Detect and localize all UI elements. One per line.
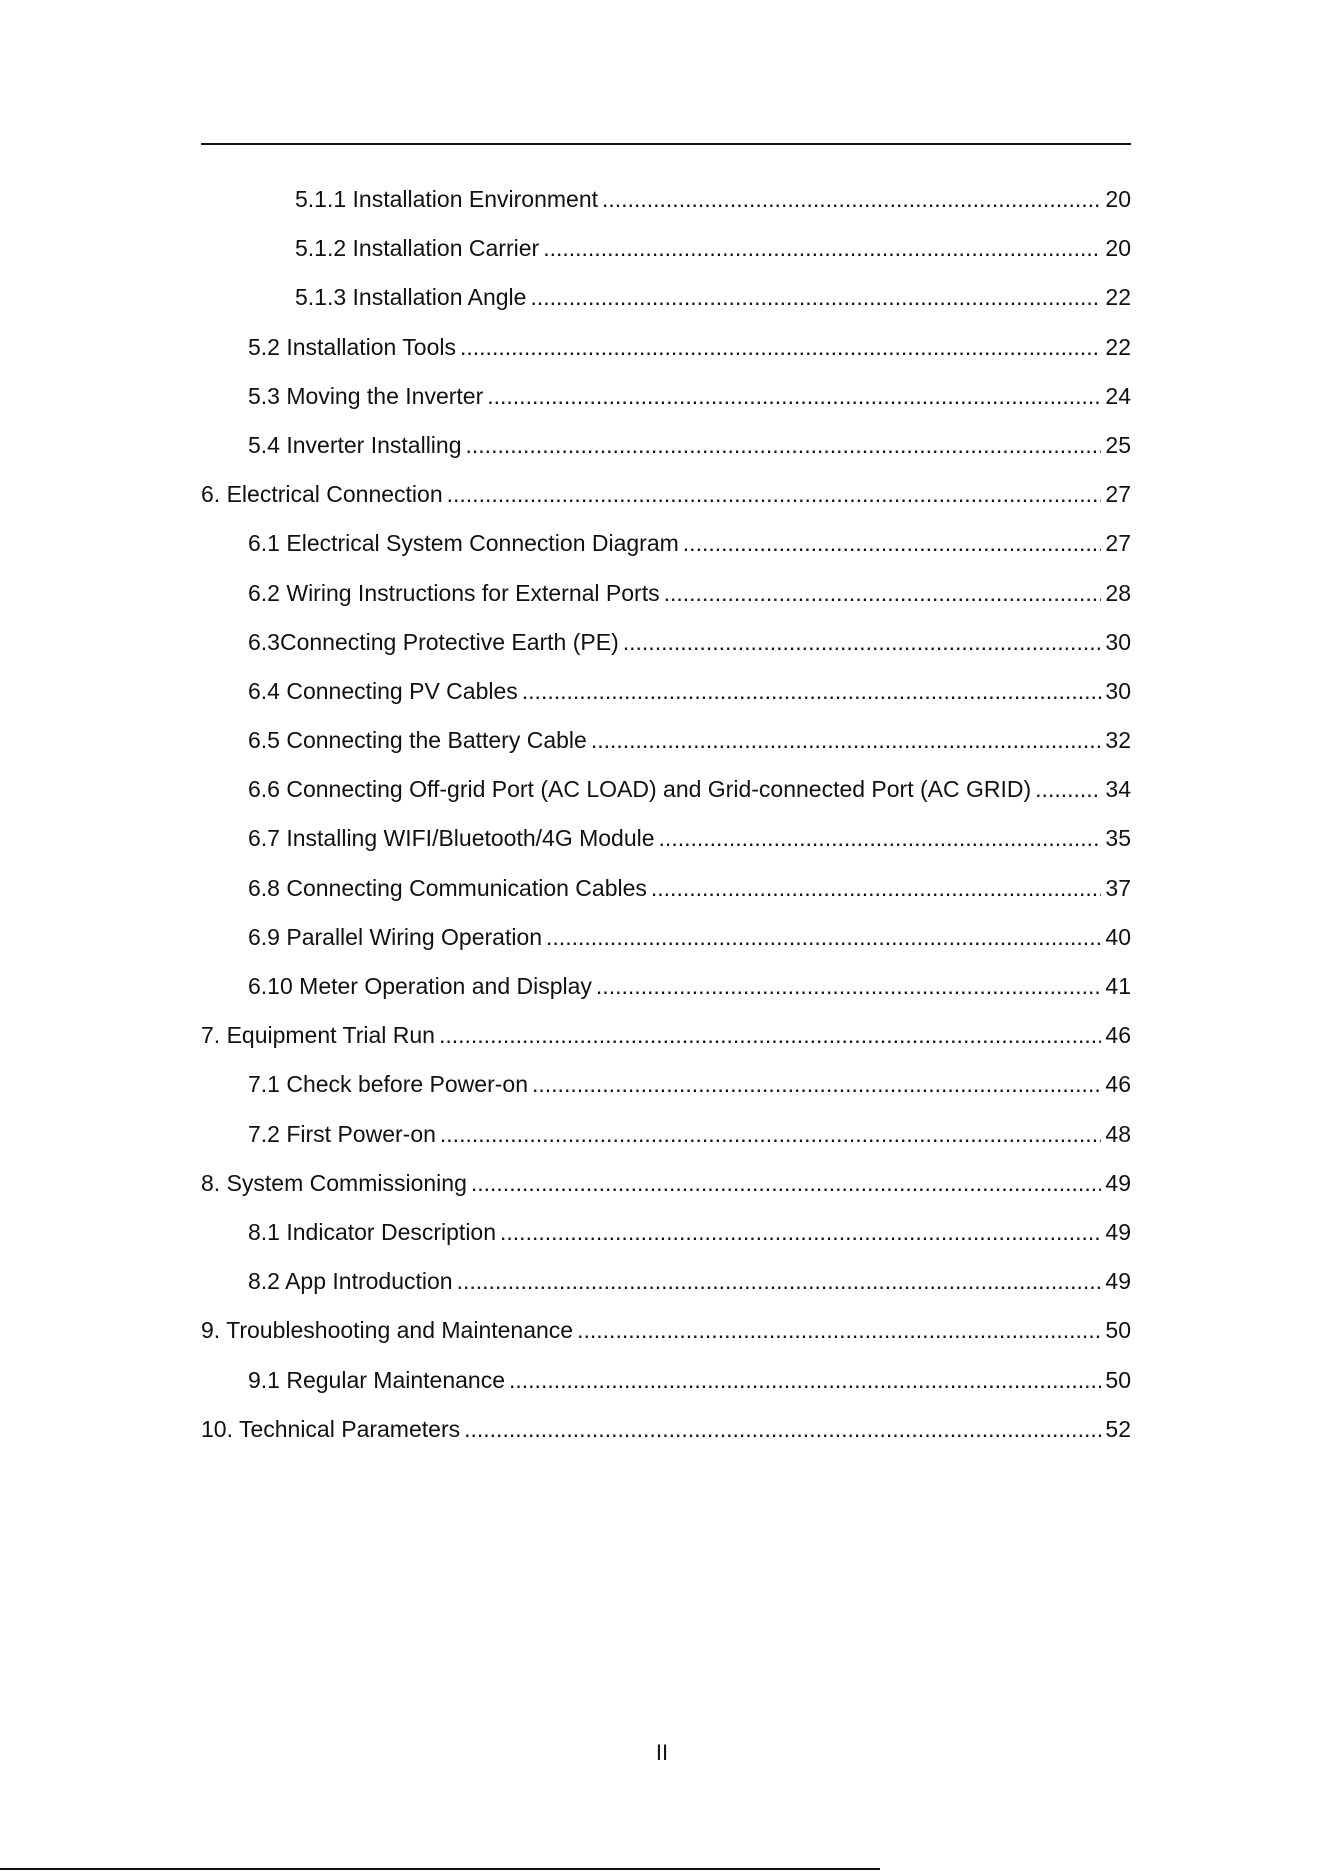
toc-entry-page: 24 — [1105, 382, 1131, 409]
toc-entry-title: 8.1 Indicator Description — [248, 1218, 497, 1245]
toc-dot-leader — [596, 962, 1101, 1011]
toc-dot-leader — [546, 913, 1101, 962]
toc-entry-page: 49 — [1105, 1169, 1131, 1196]
toc-entry[interactable] — [201, 224, 1131, 273]
toc-entry-title: 7.2 First Power-on — [248, 1120, 436, 1147]
toc-entry[interactable] — [201, 1306, 1131, 1355]
toc-entry-title: 7. Equipment Trial Run — [201, 1022, 435, 1049]
toc-entry-page: 30 — [1105, 628, 1131, 655]
toc-entry-page: 34 — [1105, 776, 1131, 803]
toc-entry-page: 49 — [1105, 1218, 1131, 1245]
toc-entry-page: 41 — [1105, 973, 1131, 999]
toc-entry[interactable] — [201, 1405, 1131, 1454]
toc-entry-page: 27 — [1105, 530, 1131, 557]
page-number: II — [655, 1740, 669, 1765]
toc-dot-leader — [460, 323, 1101, 372]
toc-dot-leader — [522, 667, 1102, 716]
toc-dot-leader — [532, 1060, 1101, 1109]
toc-entry-title: 9. Troubleshooting and Maintenance — [201, 1317, 574, 1344]
toc-dot-leader — [623, 618, 1102, 667]
toc-entry-page: 20 — [1105, 186, 1131, 212]
toc-entry[interactable] — [201, 1208, 1131, 1257]
toc-entry-title: 5.2 Installation Tools — [248, 333, 456, 360]
toc-entry[interactable] — [201, 962, 1131, 1011]
toc-entry[interactable] — [201, 1257, 1131, 1306]
toc-entry[interactable] — [201, 470, 1131, 519]
toc-entry[interactable] — [201, 175, 1131, 224]
toc-entry-title: 5.4 Inverter Installing — [248, 431, 462, 458]
toc-dot-leader — [447, 470, 1102, 519]
toc-entry-page: 22 — [1105, 333, 1131, 360]
toc-entry-page: 20 — [1105, 235, 1131, 262]
toc-entry-title: 6.10 Meter Operation and Display — [248, 973, 592, 999]
toc-dot-leader — [664, 569, 1102, 618]
toc-entry-title: 8. System Commissioning — [201, 1169, 467, 1196]
toc-entry-title: 6. Electrical Connection — [201, 481, 443, 508]
toc-entry-title: 5.1.3 Installation Angle — [295, 284, 527, 311]
toc-entry-title: 6.2 Wiring Instructions for External Ports — [248, 579, 660, 606]
toc-dot-leader — [500, 1208, 1101, 1257]
toc-entry-title: 5.3 Moving the Inverter — [248, 382, 484, 409]
toc-entry-page: 35 — [1105, 825, 1131, 852]
toc-dot-leader — [543, 224, 1101, 273]
toc-entry[interactable] — [201, 814, 1131, 863]
toc-entry-page: 37 — [1105, 874, 1131, 901]
toc-dot-leader — [683, 519, 1102, 568]
toc-entry-page: 30 — [1105, 677, 1131, 704]
toc-dot-leader — [591, 716, 1102, 765]
toc-entry-page: 52 — [1105, 1415, 1131, 1442]
toc-entry[interactable] — [201, 1356, 1131, 1405]
toc-entry-page: 28 — [1105, 579, 1131, 606]
toc-entry[interactable] — [201, 765, 1131, 814]
toc-dot-leader — [466, 421, 1102, 470]
toc-entry-page: 32 — [1105, 727, 1131, 754]
toc-entry-page: 22 — [1105, 284, 1131, 311]
toc-dot-leader — [1035, 765, 1101, 814]
toc-entry-title: 6.8 Connecting Communication Cables — [248, 874, 647, 901]
toc-entry[interactable] — [201, 913, 1131, 962]
toc-entry[interactable] — [201, 667, 1131, 716]
toc-dot-leader — [464, 1405, 1101, 1454]
toc-entry-page: 25 — [1105, 431, 1131, 458]
toc-entry[interactable] — [201, 1060, 1131, 1109]
toc-entry-title: 6.9 Parallel Wiring Operation — [248, 923, 543, 950]
toc-entry-title: 6.3Connecting Protective Earth (PE) — [248, 628, 619, 655]
toc-entry-page: 46 — [1105, 1022, 1131, 1049]
toc-entry-title: 6.6 Connecting Off-grid Port (AC LOAD) and Grid-connected Port (AC GRID) — [248, 776, 1032, 803]
toc-entry[interactable] — [201, 273, 1131, 322]
table-of-contents — [201, 175, 1131, 1454]
toc-dot-leader — [471, 1159, 1102, 1208]
toc-dot-leader — [651, 864, 1102, 913]
toc-entry[interactable] — [201, 1110, 1131, 1159]
toc-entry[interactable] — [201, 372, 1131, 421]
toc-entry-title: 6.4 Connecting PV Cables — [248, 677, 518, 704]
toc-entry-title: 10. Technical Parameters — [201, 1415, 461, 1442]
toc-dot-leader — [530, 273, 1101, 322]
toc-entry-page: 49 — [1105, 1268, 1131, 1295]
toc-dot-leader — [440, 1110, 1102, 1159]
toc-entry[interactable] — [201, 864, 1131, 913]
toc-entry-page: 48 — [1105, 1120, 1131, 1147]
toc-dot-leader — [509, 1356, 1101, 1405]
toc-entry-page: 46 — [1105, 1071, 1131, 1098]
toc-entry[interactable] — [201, 421, 1131, 470]
toc-entry-title: 6.5 Connecting the Battery Cable — [248, 727, 587, 754]
toc-dot-leader — [487, 372, 1101, 421]
toc-entry-title: 5.1.2 Installation Carrier — [295, 235, 540, 262]
toc-entry-page: 50 — [1105, 1366, 1131, 1393]
toc-dot-leader — [659, 814, 1102, 863]
toc-entry-title: 5.1.1 Installation Environment — [295, 186, 599, 212]
toc-entry-title: 6.7 Installing WIFI/Bluetooth/4G Module — [248, 825, 655, 852]
toc-entry-page: 40 — [1105, 923, 1131, 950]
toc-entry[interactable] — [201, 519, 1131, 568]
toc-entry[interactable] — [201, 1011, 1131, 1060]
header-rule — [201, 143, 1131, 145]
toc-dot-leader — [577, 1306, 1101, 1355]
toc-dot-leader — [439, 1011, 1101, 1060]
footer-rule — [0, 1868, 880, 1870]
toc-entry[interactable] — [201, 569, 1131, 618]
toc-entry[interactable] — [201, 323, 1131, 372]
toc-entry-title: 6.1 Electrical System Connection Diagram — [248, 530, 679, 557]
toc-dot-leader — [457, 1257, 1102, 1306]
toc-entry[interactable] — [201, 716, 1131, 765]
toc-entry-title: 8.2 App Introduction — [248, 1268, 453, 1295]
toc-entry[interactable] — [201, 1159, 1131, 1208]
toc-dot-leader — [602, 175, 1101, 224]
toc-entry-page: 27 — [1105, 481, 1131, 508]
toc-entry[interactable] — [201, 618, 1131, 667]
toc-entry-page: 50 — [1105, 1317, 1131, 1344]
toc-entry-title: 9.1 Regular Maintenance — [248, 1366, 505, 1393]
toc-entry-title: 7.1 Check before Power-on — [248, 1071, 528, 1098]
